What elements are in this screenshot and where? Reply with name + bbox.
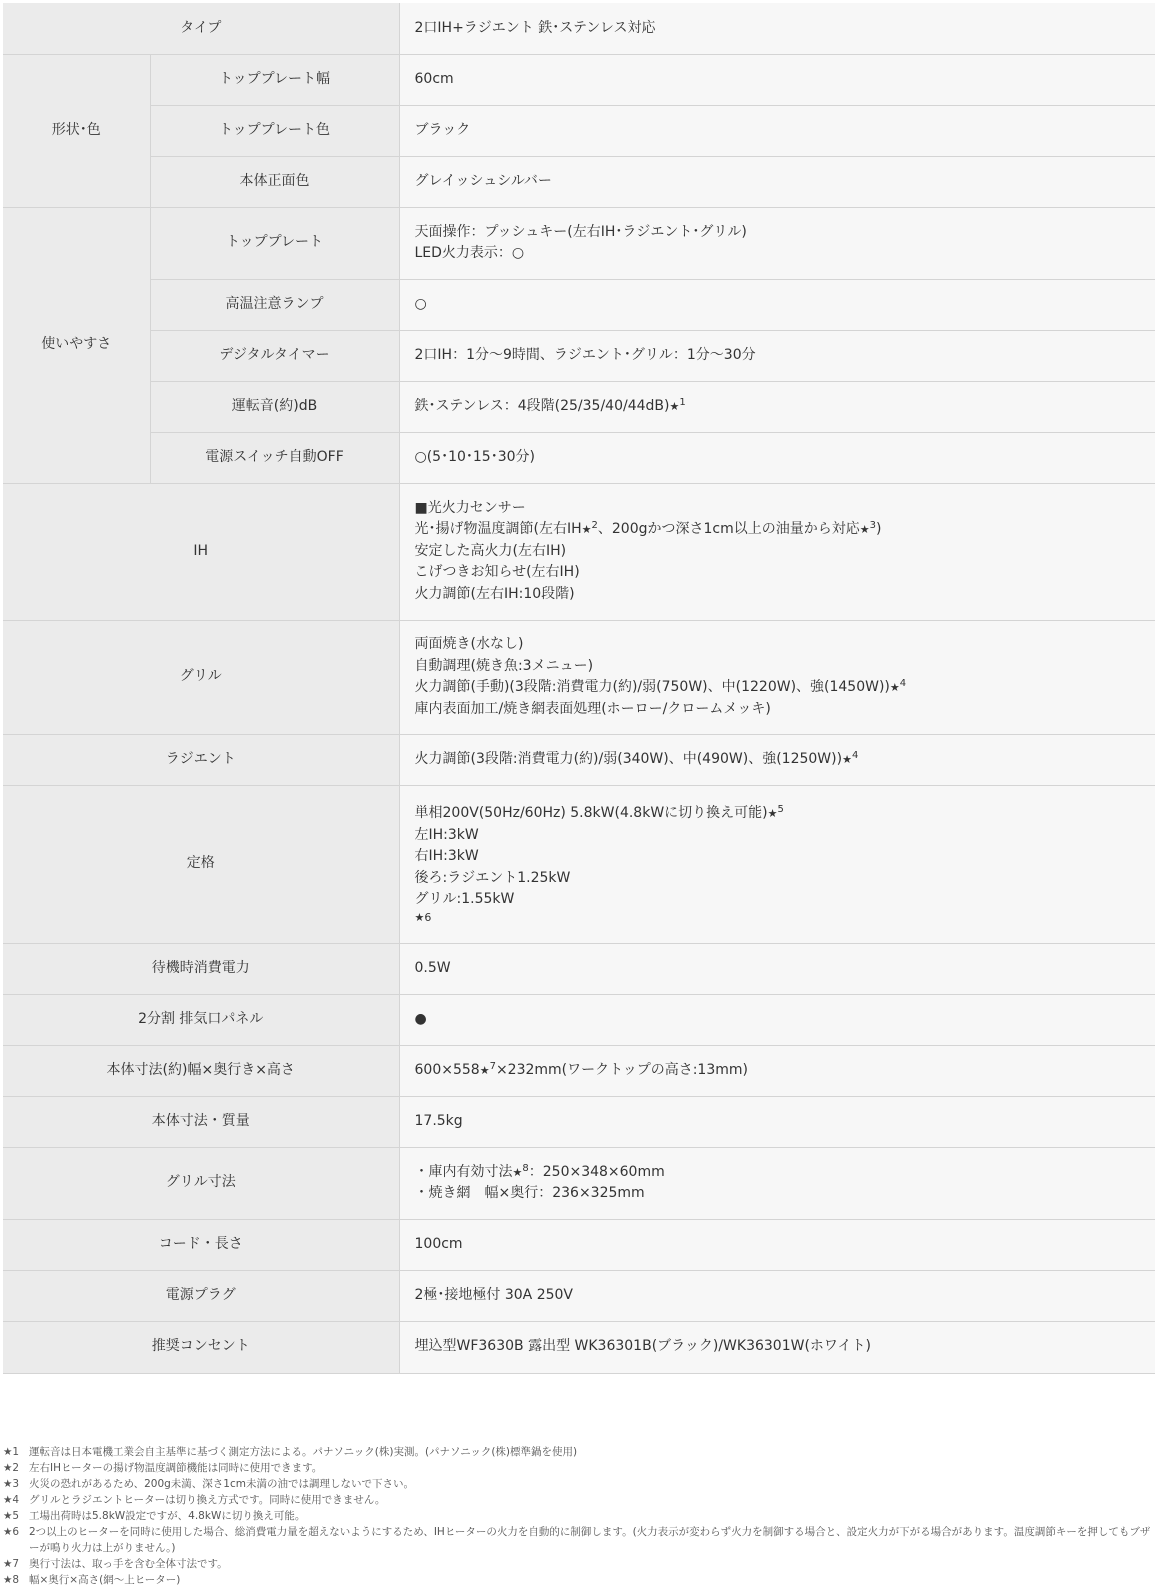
spec-row-grill-size xyxy=(3,1147,1155,1219)
spec-row-auto-off xyxy=(3,432,1155,483)
text-line: グリル:1.55kW xyxy=(414,891,515,908)
footnote-mark: ★2 xyxy=(3,1462,20,1474)
spec-label-standby: 待機時消費電力 xyxy=(3,943,399,994)
spec-row-grill xyxy=(3,620,1155,734)
spec-value-dimensions xyxy=(399,1045,1155,1096)
footnote-text: 左右IHヒーターの揚げ物温度調節機能は同時に使用できます。 xyxy=(29,1462,323,1474)
spec-value-auto-off: ○(5･10･15･30分) xyxy=(399,432,1155,483)
footnote-text: 運転音は日本電機工業会自主基準に基づく測定方法による。パナソニック(株)実測。(パナソニック(株)標準鍋を使用) xyxy=(29,1446,578,1458)
spec-row-weight xyxy=(3,1096,1155,1147)
footnote-text: 火災の恐れがあるため、200g未満、深さ1cm未満の油では調理しないで下さい。 xyxy=(29,1478,414,1490)
footnote-mark: ★4 xyxy=(3,1494,20,1506)
footnote-ref: 3 xyxy=(869,520,876,532)
spec-value-timer: 2口IH：1分～9時間、ラジエント･グリル：1分～30分 xyxy=(399,330,1155,381)
spec-label-hot-lamp: 高温注意ランプ xyxy=(150,279,399,330)
footnote-mark: ★7 xyxy=(3,1558,20,1570)
footnote xyxy=(3,1476,1153,1492)
footnote-mark: ★8 xyxy=(3,1574,20,1586)
spec-row-standby xyxy=(3,943,1155,994)
footnote xyxy=(3,1572,1153,1588)
footnote-mark: ★1 xyxy=(3,1446,20,1458)
text-line: 庫内表面加工/焼き網表面処理(ホーロー/クロームメッキ) xyxy=(414,700,771,717)
spec-group-usability: 使いやすさ xyxy=(3,207,150,483)
spec-row-noise xyxy=(3,381,1155,432)
spec-value-outlet: 埋込型WF3630B 露出型 WK36301B(ブラック)/WK36301W(ホワイト) xyxy=(399,1321,1155,1373)
text-segment: ・庫内有効寸法 xyxy=(414,1163,513,1180)
star-mark: ★ xyxy=(842,752,852,766)
spec-label-ih: IH xyxy=(3,483,399,620)
star-mark: ★ xyxy=(479,1063,490,1077)
text-line: 火力調節(左右IH:10段階) xyxy=(414,585,575,602)
text-segment: 光･揚げ物温度調節(左右IH xyxy=(414,521,582,538)
text-line: 天面操作：プッシュキー(左右IH･ラジエント･グリル) xyxy=(414,223,747,240)
spec-row-outlet xyxy=(3,1321,1155,1373)
footnote-ref: 6 xyxy=(424,910,432,924)
spec-value-exhaust: ● xyxy=(399,994,1155,1045)
footnote xyxy=(3,1444,1153,1460)
spec-value-front-color: グレイッシュシルバー xyxy=(399,156,1155,207)
text-line xyxy=(415,519,1148,541)
spec-row-plug xyxy=(3,1270,1155,1321)
spec-label-plug: 電源プラグ xyxy=(3,1270,399,1321)
text-line xyxy=(415,1162,1148,1184)
text-segment: ) xyxy=(875,521,882,538)
spec-value-grill-size xyxy=(399,1147,1155,1219)
footnote-text: 幅×奥行×高さ(網～上ヒーター) xyxy=(29,1574,181,1586)
spec-row-timer xyxy=(3,330,1155,381)
text-line: ■光火力センサー xyxy=(414,499,526,516)
spec-row-cord xyxy=(3,1219,1155,1270)
spec-label-cord: コード・長さ xyxy=(3,1219,399,1270)
text-segment: 、200gかつ深さ1cm以上の油量から対応 xyxy=(597,521,860,538)
footnote xyxy=(3,1460,1153,1476)
text-segment: 火力調節(手動)(3段階:消費電力(約)/弱(750W)、中(1220W)、強(1450W)) xyxy=(414,679,890,695)
star-mark: ★ xyxy=(767,807,778,821)
spec-value-cord: 100cm xyxy=(399,1219,1155,1270)
text-line: 右IH:3kW xyxy=(414,848,479,865)
text-line: 両面焼き(水なし) xyxy=(414,636,524,652)
text-line: ・焼き網 幅×奥行：236×325mm xyxy=(414,1185,645,1201)
spec-row-top-plate xyxy=(3,207,1155,279)
spec-value-weight: 17.5kg xyxy=(399,1096,1155,1147)
spec-label-grill-size: グリル寸法 xyxy=(3,1147,399,1219)
spec-value-grill xyxy=(399,620,1155,734)
footnote xyxy=(3,1508,1153,1524)
text-line: 安定した高火力(左右IH) xyxy=(414,542,567,559)
footnote-mark: ★3 xyxy=(3,1478,20,1490)
spec-label-front-color: 本体正面色 xyxy=(150,156,399,207)
star-mark: ★ xyxy=(414,910,425,924)
spec-label-rating: 定格 xyxy=(3,785,399,943)
text-segment: 火力調節(3段階:消費電力(約)/弱(340W)、中(490W)、強(1250W)) xyxy=(414,750,843,767)
spec-label-timer: デジタルタイマー xyxy=(150,330,399,381)
spec-group-shape: 形状･色 xyxy=(3,54,150,207)
text-line xyxy=(415,677,1148,699)
text-line: こげつきお知らせ(左右IH) xyxy=(414,564,580,581)
text-line: 後ろ:ラジエント1.25kW xyxy=(414,869,571,886)
spec-value-top-plate xyxy=(399,207,1155,279)
footnote-ref: 7 xyxy=(489,1060,496,1072)
spec-row-exhaust xyxy=(3,994,1155,1045)
footnote-ref: 4 xyxy=(851,749,859,761)
footnote-ref: 4 xyxy=(899,678,907,689)
text-line xyxy=(415,803,1148,825)
footnote-ref: 5 xyxy=(777,804,784,816)
spec-value-hot-lamp: ○ xyxy=(399,279,1155,330)
spec-value-rating xyxy=(399,785,1155,943)
spec-value-ih xyxy=(399,483,1155,620)
footnote-ref: 8 xyxy=(522,1162,529,1174)
spec-value-noise xyxy=(399,381,1155,432)
spec-row-plate-width xyxy=(3,54,1155,105)
spec-value-plate-color: ブラック xyxy=(399,105,1155,156)
spec-row-type xyxy=(3,3,1155,54)
spec-row-rating xyxy=(3,785,1155,943)
spec-label-exhaust: 2分割 排気口パネル xyxy=(3,994,399,1045)
footnote-mark: ★6 xyxy=(3,1526,20,1538)
footnote-text: 工場出荷時は5.8kW設定ですが、4.8kWに切り換え可能。 xyxy=(29,1510,306,1522)
text-segment: ：250×348×60mm xyxy=(528,1163,665,1180)
footnote-ref: 1 xyxy=(679,396,686,408)
spec-label-dimensions: 本体寸法(約)幅×奥行き×高さ xyxy=(3,1045,399,1096)
footnotes xyxy=(3,1444,1153,1588)
star-mark: ★ xyxy=(859,523,870,537)
spec-label-plate-color: トッププレート色 xyxy=(150,105,399,156)
spec-row-ih xyxy=(3,483,1155,620)
spec-value-plate-width: 60cm xyxy=(399,54,1155,105)
text-segment: 鉄･ステンレス：4段階(25/35/40/44dB) xyxy=(414,397,670,414)
spec-row-dimensions xyxy=(3,1045,1155,1096)
footnote xyxy=(3,1556,1153,1572)
spec-label-type: タイプ xyxy=(3,3,399,54)
spec-row-front-color xyxy=(3,156,1155,207)
spec-label-auto-off: 電源スイッチ自動OFF xyxy=(150,432,399,483)
footnote xyxy=(3,1524,1153,1556)
spec-value-plug: 2極･接地極付 30A 250V xyxy=(399,1270,1155,1321)
star-mark: ★ xyxy=(669,399,680,413)
footnote-text: 奥行寸法は、取っ手を含む全体寸法です。 xyxy=(29,1558,228,1570)
spec-label-radiant: ラジエント xyxy=(3,734,399,785)
spec-label-plate-width: トッププレート幅 xyxy=(150,54,399,105)
spec-row-radiant xyxy=(3,734,1155,785)
spec-label-noise: 運転音(約)dB xyxy=(150,381,399,432)
text-line: LED火力表示：○ xyxy=(414,245,525,261)
spec-label-weight: 本体寸法・質量 xyxy=(3,1096,399,1147)
spec-table xyxy=(3,3,1155,1374)
star-mark: ★ xyxy=(889,681,900,694)
text-segment: 600×558 xyxy=(414,1061,480,1078)
text-line: 自動調理(焼き魚:3メニュー) xyxy=(414,657,594,674)
text-line xyxy=(415,911,1148,925)
spec-value-type: 2口IH+ラジエント 鉄･ステンレス対応 xyxy=(399,3,1155,54)
footnote xyxy=(3,1492,1153,1508)
spec-row-hot-lamp xyxy=(3,279,1155,330)
spec-row-plate-color xyxy=(3,105,1155,156)
footnote-text: 2つ以上のヒーターを同時に使用した場合、総消費電力量を超えないようにするため、IHヒーターの火力を自動的に制御します。(火力表示が変わらず火力を制御する場合と、設定火力が下がる場合があります。温度調節キーを押してもブザーが鳴り火力は上がりません。) xyxy=(29,1526,1151,1554)
footnote-ref: 2 xyxy=(591,520,598,532)
footnote-text: グリルとラジエントヒーターは切り換え方式です。同時に使用できません。 xyxy=(29,1494,386,1506)
text-line: 左IH:3kW xyxy=(414,826,479,843)
spec-value-radiant xyxy=(399,734,1155,785)
spec-label-grill: グリル xyxy=(3,620,399,734)
footnote-mark: ★5 xyxy=(3,1510,20,1522)
text-segment: 単相200V(50Hz/60Hz) 5.8kW(4.8kWに切り換え可能) xyxy=(414,805,768,822)
spec-label-outlet: 推奨コンセント xyxy=(3,1321,399,1373)
spec-value-standby: 0.5W xyxy=(399,943,1155,994)
star-mark: ★ xyxy=(581,523,592,537)
text-segment: ×232mm(ワークトップの高さ:13mm) xyxy=(495,1061,748,1078)
star-mark: ★ xyxy=(512,1165,523,1179)
spec-label-top-plate: トッププレート xyxy=(150,207,399,279)
